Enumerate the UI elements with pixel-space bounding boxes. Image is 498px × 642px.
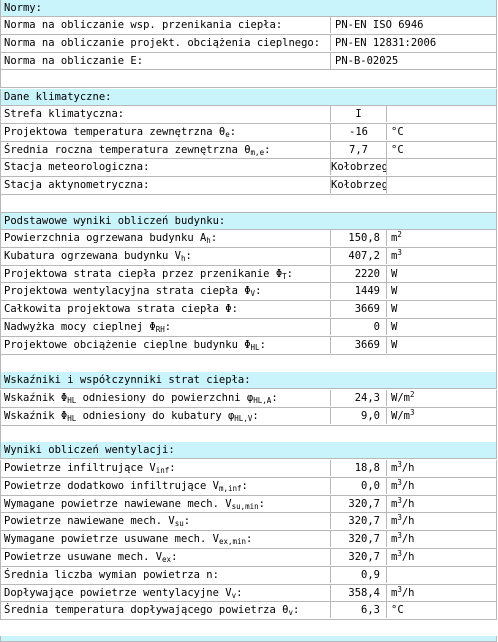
label-text: Projektowa wentylacyjna strata ciepła Φ — [4, 285, 251, 298]
row-value: I — [330, 106, 386, 122]
row-unit — [386, 567, 494, 583]
unit-text: m — [391, 533, 398, 546]
unit-superscript: 3 — [397, 495, 402, 505]
row-unit — [386, 585, 494, 601]
label-text: Średnia temperatura dopływającego powietrza θ — [4, 604, 289, 617]
section-header-next — [0, 636, 497, 642]
table-row — [0, 266, 497, 284]
section-title: Normy: — [4, 2, 42, 14]
label-tail: : — [210, 232, 218, 244]
unit-text: m — [391, 232, 398, 244]
section-title: Dane klimatyczne: — [4, 91, 112, 103]
label-subscript: h — [206, 236, 211, 245]
row-value: 9,0 — [330, 408, 386, 424]
label-subscript: RH — [155, 325, 165, 334]
unit-text: W/m — [391, 409, 410, 422]
row-unit — [386, 106, 494, 122]
label-text: Stacja aktynometryczna: — [4, 179, 150, 192]
label-subscript: HL — [250, 342, 260, 352]
row-value: 0 — [330, 319, 386, 335]
label-text: Norma na obliczanie projekt. obciążenia cieplnego: — [4, 36, 321, 49]
label-text: Strefa klimatyczna: — [4, 108, 125, 120]
label-text: Powierzchnia ogrzewana budynku A — [4, 232, 207, 244]
row-value: 0,0 — [330, 478, 386, 494]
table-row — [0, 283, 497, 301]
label-subscript: e — [225, 129, 230, 139]
unit-tail: /h — [401, 497, 415, 510]
label-tail: : — [164, 321, 172, 333]
label-text: Średnia roczna temperatura zewnętrzna θ — [4, 143, 251, 156]
table-row — [0, 35, 497, 53]
row-unit — [386, 390, 494, 406]
label-text-mid: odniesiony do powierzchni φ — [76, 392, 254, 404]
label-text: Powietrze nawiewane mech. V — [4, 515, 175, 528]
label-subscript: HL — [67, 413, 77, 423]
unit-text: °C — [391, 125, 404, 138]
unit-text: W — [391, 267, 398, 280]
unit-text: W/m — [391, 392, 410, 404]
row-value: PN-B-02025 — [330, 53, 494, 69]
unit-tail: /h — [401, 462, 415, 474]
row-unit — [386, 248, 494, 264]
table-row — [0, 17, 497, 35]
row-unit — [386, 408, 494, 424]
label-text: Powietrze usuwane mech. V — [4, 551, 163, 563]
label-text: Norma na obliczanie wsp. przenikania ciepła: — [4, 19, 283, 31]
row-label — [1, 248, 330, 264]
section-spacer — [0, 195, 497, 213]
row-label — [1, 531, 330, 547]
row-value: 0,9 — [330, 567, 386, 583]
label-text: Powietrze infiltrujące V — [4, 462, 156, 474]
row-label — [1, 567, 330, 583]
section-header-klimat — [0, 89, 497, 106]
table-row — [0, 585, 497, 603]
row-value: 320,7 — [330, 549, 386, 565]
row-unit — [386, 177, 494, 193]
label-subscript: v — [288, 608, 293, 618]
label-subscript: HL,A — [253, 396, 272, 405]
table-row — [0, 602, 497, 620]
row-value: 7,7 — [330, 142, 386, 158]
row-label — [1, 585, 330, 601]
row-label — [1, 549, 330, 565]
section-title: Podstawowe wyniki obliczeń budynku: — [4, 215, 226, 227]
row-unit — [386, 283, 494, 299]
row-unit — [386, 549, 494, 565]
row-value: 3669 — [330, 301, 386, 317]
label-tail: : — [252, 409, 259, 422]
row-label — [1, 390, 330, 406]
row-value: 6,3 — [330, 602, 386, 618]
row-value: 24,3 — [330, 390, 386, 406]
label-tail: : — [169, 462, 176, 474]
unit-text: m — [391, 515, 398, 528]
row-unit — [386, 531, 494, 547]
table-row — [0, 124, 497, 142]
unit-text: m — [391, 586, 398, 599]
row-label — [1, 35, 330, 51]
label-text-mid: odniesiony do kubatury φ — [76, 409, 235, 422]
unit-superscript: 3 — [397, 531, 402, 541]
section-title: Wyniki obliczeń wentylacji: — [4, 444, 175, 456]
row-value: 3669 — [330, 337, 386, 353]
row-unit — [386, 301, 494, 317]
row-unit — [386, 513, 494, 529]
unit-text: m — [391, 551, 398, 563]
section-spacer — [0, 426, 497, 444]
table-row — [0, 460, 497, 478]
row-label — [1, 142, 330, 158]
row-value: 1449 — [330, 283, 386, 299]
unit-superscript: 3 — [397, 460, 402, 469]
unit-superscript: 2 — [409, 390, 415, 399]
unit-tail: /h — [401, 586, 415, 599]
table-row — [0, 159, 497, 177]
label-text: Norma na obliczanie E: — [4, 54, 144, 67]
row-unit — [386, 159, 494, 175]
row-value: 320,7 — [330, 496, 386, 512]
label-text: Całkowita projektowa strata ciepła Φ: — [4, 303, 238, 316]
row-label — [1, 513, 330, 529]
row-label — [1, 283, 330, 299]
unit-tail: /h — [401, 551, 415, 563]
label-text: Projektowe obciążenie cieplne budynku Φ — [4, 338, 251, 351]
row-unit — [386, 478, 494, 494]
section-header-wyniki — [0, 213, 497, 230]
row-value: 150,8 — [330, 230, 386, 246]
row-value: Kołobrzeg — [331, 161, 388, 174]
label-subscript: v — [231, 590, 237, 600]
row-label — [1, 319, 330, 335]
row-label — [1, 602, 330, 618]
row-label — [1, 408, 330, 424]
row-label — [1, 53, 330, 69]
label-tail: : — [171, 551, 178, 563]
section-header-wentylacja — [0, 442, 497, 459]
label-text: Projektowa temperatura zewnętrzna θ — [4, 125, 226, 138]
unit-superscript: 3 — [409, 407, 415, 417]
label-text: Kubatura ogrzewana budynku V — [4, 249, 182, 262]
row-value: 320,7 — [330, 513, 386, 529]
label-tail: : — [246, 533, 253, 546]
table-row — [0, 513, 497, 531]
table-row — [0, 531, 497, 549]
label-subscript: inf — [155, 466, 170, 475]
row-value: PN-EN ISO 6946 — [330, 17, 494, 33]
label-text: Wskaźnik Φ — [4, 409, 68, 422]
label-text: Projektowa strata ciepła przez przenikanie Φ — [4, 267, 283, 280]
table-row — [0, 496, 497, 514]
label-tail: : — [271, 392, 278, 404]
table-row — [0, 248, 497, 266]
label-text: Średnia liczba wymian powietrza n: — [4, 568, 219, 581]
table-row — [0, 177, 497, 195]
row-label — [1, 106, 330, 122]
label-tail: : — [229, 125, 237, 138]
label-tail: : — [236, 586, 243, 599]
table-row — [0, 549, 497, 567]
label-tail: : — [293, 604, 300, 617]
label-text: Powietrze dodatkowo infiltrujące V — [4, 479, 219, 492]
row-value: Kołobrzeg — [331, 179, 388, 192]
row-label — [1, 17, 330, 33]
section-header-wskazniki — [0, 372, 497, 389]
label-tail: : — [255, 285, 262, 298]
unit-tail: /h — [401, 533, 415, 546]
row-label — [1, 230, 330, 246]
section-header-normy — [0, 0, 497, 17]
label-tail: : — [259, 338, 266, 351]
label-text: Wymagane powietrze usuwane mech. V — [4, 533, 219, 546]
table-row — [0, 142, 497, 160]
label-text: Wymagane powietrze nawiewane mech. V — [4, 497, 232, 510]
table-row — [0, 390, 497, 408]
label-subscript: T — [282, 271, 287, 281]
table-row — [0, 319, 497, 337]
row-unit — [386, 319, 494, 335]
unit-superscript: 2 — [397, 230, 402, 239]
row-value: 18,8 — [330, 460, 386, 476]
unit-superscript: 3 — [397, 513, 402, 523]
unit-text: W — [391, 285, 398, 298]
row-value: PN-EN 12831:2006 — [330, 35, 494, 51]
unit-text: m — [391, 462, 398, 474]
row-label — [1, 460, 330, 476]
row-label — [1, 159, 330, 175]
label-tail: : — [185, 249, 192, 262]
section-spacer — [0, 70, 497, 88]
unit-superscript: 3 — [397, 477, 402, 487]
table-row — [0, 301, 497, 319]
unit-tail: /h — [401, 479, 415, 492]
label-subscript: su — [174, 519, 184, 529]
label-subscript: ex — [162, 555, 172, 564]
row-unit — [386, 337, 494, 353]
row-value: 358,4 — [330, 585, 386, 601]
label-tail: : — [183, 515, 191, 528]
row-label — [1, 301, 330, 317]
label-subscript: h — [181, 253, 186, 263]
label-subscript: su,min — [231, 501, 259, 511]
section-spacer — [0, 355, 497, 373]
row-label — [1, 124, 330, 140]
unit-superscript: 3 — [397, 584, 402, 594]
row-unit — [386, 460, 494, 476]
row-unit — [386, 124, 494, 140]
row-value: 320,7 — [330, 531, 386, 547]
row-label — [1, 177, 330, 193]
row-label — [1, 496, 330, 512]
label-subscript: ex,min — [218, 537, 247, 547]
row-unit — [386, 230, 494, 246]
unit-text: m — [391, 249, 398, 262]
unit-text: m — [391, 497, 398, 510]
label-tail: : — [241, 479, 248, 492]
unit-text: W — [391, 338, 398, 351]
label-text: Nadwyżka mocy cieplnej Φ — [4, 321, 156, 333]
row-unit — [386, 496, 494, 512]
row-label — [1, 337, 330, 353]
unit-tail: /h — [401, 515, 415, 528]
unit-text: W — [391, 321, 398, 333]
row-value: -16 — [330, 124, 386, 140]
row-value: 407,2 — [330, 248, 386, 264]
section-title: Wskaźniki i współczynniki strat ciepła: — [4, 374, 251, 386]
label-subscript: V — [250, 289, 256, 299]
unit-superscript: 3 — [397, 247, 402, 257]
row-unit — [386, 142, 494, 158]
label-text: Wskaźnik Φ — [4, 392, 68, 404]
label-tail: : — [286, 267, 293, 280]
table-row — [0, 478, 497, 496]
table-row — [0, 106, 497, 124]
label-subscript: HL,V — [234, 413, 253, 423]
label-tail: : — [258, 497, 265, 510]
table-row — [0, 53, 497, 71]
label-text: Dopływające powietrze wentylacyjne V — [4, 586, 232, 599]
table-row — [0, 337, 497, 355]
label-subscript: m,inf — [218, 483, 242, 493]
label-subscript: HL — [67, 396, 77, 405]
label-text: Stacja meteorologiczna: — [4, 161, 150, 174]
label-tail: : — [264, 143, 271, 156]
label-subscript: m,e — [250, 147, 265, 157]
unit-text: m — [391, 479, 398, 492]
unit-superscript: 3 — [397, 549, 402, 558]
row-unit — [386, 602, 494, 618]
table-row — [0, 230, 497, 248]
row-label — [1, 478, 330, 494]
table-row — [0, 408, 497, 426]
table-row — [0, 567, 497, 585]
unit-text: °C — [391, 604, 404, 617]
row-label — [1, 266, 330, 282]
unit-text: °C — [391, 143, 404, 156]
unit-text: W — [391, 303, 398, 316]
row-unit — [386, 266, 494, 282]
row-value: 2220 — [330, 266, 386, 282]
